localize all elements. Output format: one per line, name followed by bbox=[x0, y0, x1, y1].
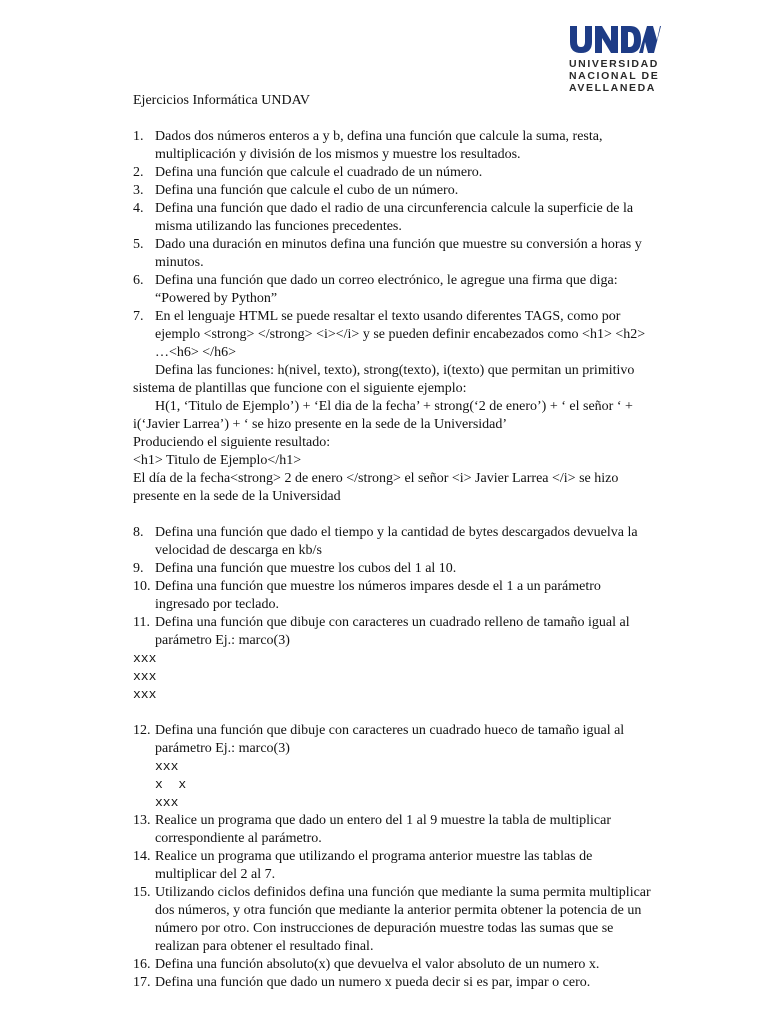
item-7-result-label: Produciendo el siguiente resultado: bbox=[133, 435, 331, 450]
item-number: 7. bbox=[133, 309, 144, 324]
logo-line-3: AVELLANEDA bbox=[569, 82, 656, 94]
item-number: 3. bbox=[133, 183, 144, 198]
undav-logo bbox=[569, 24, 665, 94]
spacer bbox=[133, 704, 653, 722]
list-item bbox=[133, 128, 653, 164]
item-number: 14. bbox=[133, 849, 151, 864]
item-number: 6. bbox=[133, 273, 144, 288]
item-text: Defina una función que dado un numero x pueda decir si es par, impar o cero. bbox=[155, 975, 591, 990]
item-number: 11. bbox=[133, 615, 150, 630]
square-row: xxx bbox=[155, 759, 179, 774]
square-row: xxx bbox=[155, 795, 179, 810]
item-number: 17. bbox=[133, 975, 151, 990]
item-text: Defina una función que dado el tiempo y la cantidad de bytes descargados devuelva la velocidad de descarga en kb/s bbox=[155, 525, 638, 558]
hollow-square-example bbox=[133, 758, 653, 812]
list-item bbox=[133, 524, 653, 560]
item-text: Realice un programa que utilizando el programa anterior muestre las tablas de multiplicar del 2 al 7. bbox=[155, 849, 593, 882]
item-text: Defina una función que dibuje con caracteres un cuadrado hueco de tamaño igual al parámetro Ej.: marco(3) bbox=[155, 723, 625, 756]
filled-square-example bbox=[133, 650, 653, 704]
item-number: 16. bbox=[133, 957, 151, 972]
item-7-paragraph-1: Defina las funciones: h(nivel, texto), strong(texto), i(texto) que permitan un primitivo sistema de plantillas que funcione con el siguiente ejemplo: bbox=[133, 363, 635, 396]
list-item bbox=[133, 272, 653, 308]
list-item bbox=[133, 614, 653, 650]
list-item bbox=[133, 848, 653, 884]
logo-line-2: NACIONAL DE bbox=[569, 70, 660, 82]
item-text: Defina una función absoluto(x) que devuelva el valor absoluto de un numero x. bbox=[155, 957, 600, 972]
item-text: Defina una función que calcule el cubo de un número. bbox=[155, 183, 459, 198]
item-text: Defina una función que dibuje con caracteres un cuadrado relleno de tamaño igual al parámetro Ej.: marco(3) bbox=[155, 615, 630, 648]
item-text: En el lenguaje HTML se puede resaltar el texto usando diferentes TAGS, como por ejemplo <strong> </strong> <i></i> y se pueden definir encabezados como <h1> <h2> …<h6> </h6> bbox=[155, 309, 646, 360]
item-number: 10. bbox=[133, 579, 151, 594]
item-7-result-body: El día de la fecha<strong> 2 de enero </strong> el señor <i> Javier Larrea </i> se hizo presente en la sede de la Universidad bbox=[133, 471, 619, 504]
item-text: Defina una función que calcule el cuadrado de un número. bbox=[155, 165, 483, 180]
undav-logo-mark bbox=[569, 24, 661, 54]
document-title: Ejercicios Informática UNDAV bbox=[133, 93, 311, 108]
item-text: Dado una duración en minutos defina una función que muestre su conversión a horas y minutos. bbox=[155, 237, 642, 270]
item-number: 12. bbox=[133, 723, 151, 738]
spacer bbox=[133, 506, 653, 524]
item-number: 2. bbox=[133, 165, 144, 180]
list-item bbox=[133, 200, 653, 236]
item-7-result-heading: <h1> Titulo de Ejemplo</h1> bbox=[133, 453, 302, 468]
list-item bbox=[133, 578, 653, 614]
list-item bbox=[133, 722, 653, 758]
logo-line-1: UNIVERSIDAD bbox=[569, 58, 659, 70]
item-text: Defina una función que muestre los números impares desde el 1 a un parámetro ingresado por teclado. bbox=[155, 579, 601, 612]
item-number: 9. bbox=[133, 561, 144, 576]
document-body bbox=[133, 92, 653, 992]
logo-text bbox=[569, 58, 665, 94]
item-number: 1. bbox=[133, 129, 144, 144]
item-number: 4. bbox=[133, 201, 144, 216]
item-text: Utilizando ciclos definidos defina una función que mediante la suma permita multiplicar dos números, y otra función que mediante la anterior permita obtener la potencia de un número por otro. Con instrucciones de depuración muestre todas las sumas que se realizan para obtener el resultado final. bbox=[155, 885, 651, 954]
exercise-list-b bbox=[133, 524, 653, 650]
list-item bbox=[133, 308, 653, 362]
square-row: xxx bbox=[133, 669, 157, 684]
item-text: Defina una función que muestre los cubos del 1 al 10. bbox=[155, 561, 457, 576]
item-number: 15. bbox=[133, 885, 151, 900]
item-number: 5. bbox=[133, 237, 144, 252]
list-item bbox=[133, 182, 653, 200]
list-item bbox=[133, 974, 653, 992]
item-number: 8. bbox=[133, 525, 144, 540]
list-item bbox=[133, 884, 653, 956]
item-text: Defina una función que dado el radio de una circunferencia calcule la superficie de la misma utilizando las funciones precedentes. bbox=[155, 201, 634, 234]
exercise-list-c bbox=[133, 812, 653, 992]
item-text: Dados dos números enteros a y b, defina una función que calcule la suma, resta, multiplicación y división de los mismos y muestre los resultados. bbox=[155, 129, 603, 162]
square-row: xxx bbox=[133, 687, 157, 702]
item-number: 13. bbox=[133, 813, 151, 828]
square-row: x x bbox=[155, 777, 187, 792]
list-item bbox=[133, 164, 653, 182]
item-7-detail bbox=[133, 362, 653, 506]
item-7-example: H(1, ‘Titulo de Ejemplo’) + ‘El dia de la fecha’ + strong(‘2 de enero’) + ‘ el señor ‘ + i(‘Javier Larrea’) + ‘ se hizo presente en la sede de la Universidad’ bbox=[133, 399, 633, 432]
exercise-list-a bbox=[133, 128, 653, 362]
list-item bbox=[133, 236, 653, 272]
square-row: xxx bbox=[133, 651, 157, 666]
list-item bbox=[133, 560, 653, 578]
list-item bbox=[133, 812, 653, 848]
item-text: Defina una función que dado un correo electrónico, le agregue una firma que diga: “Powered by Python” bbox=[155, 273, 618, 306]
item-text: Realice un programa que dado un entero del 1 al 9 muestre la tabla de multiplicar correspondiente al parámetro. bbox=[155, 813, 611, 846]
list-item bbox=[133, 956, 653, 974]
